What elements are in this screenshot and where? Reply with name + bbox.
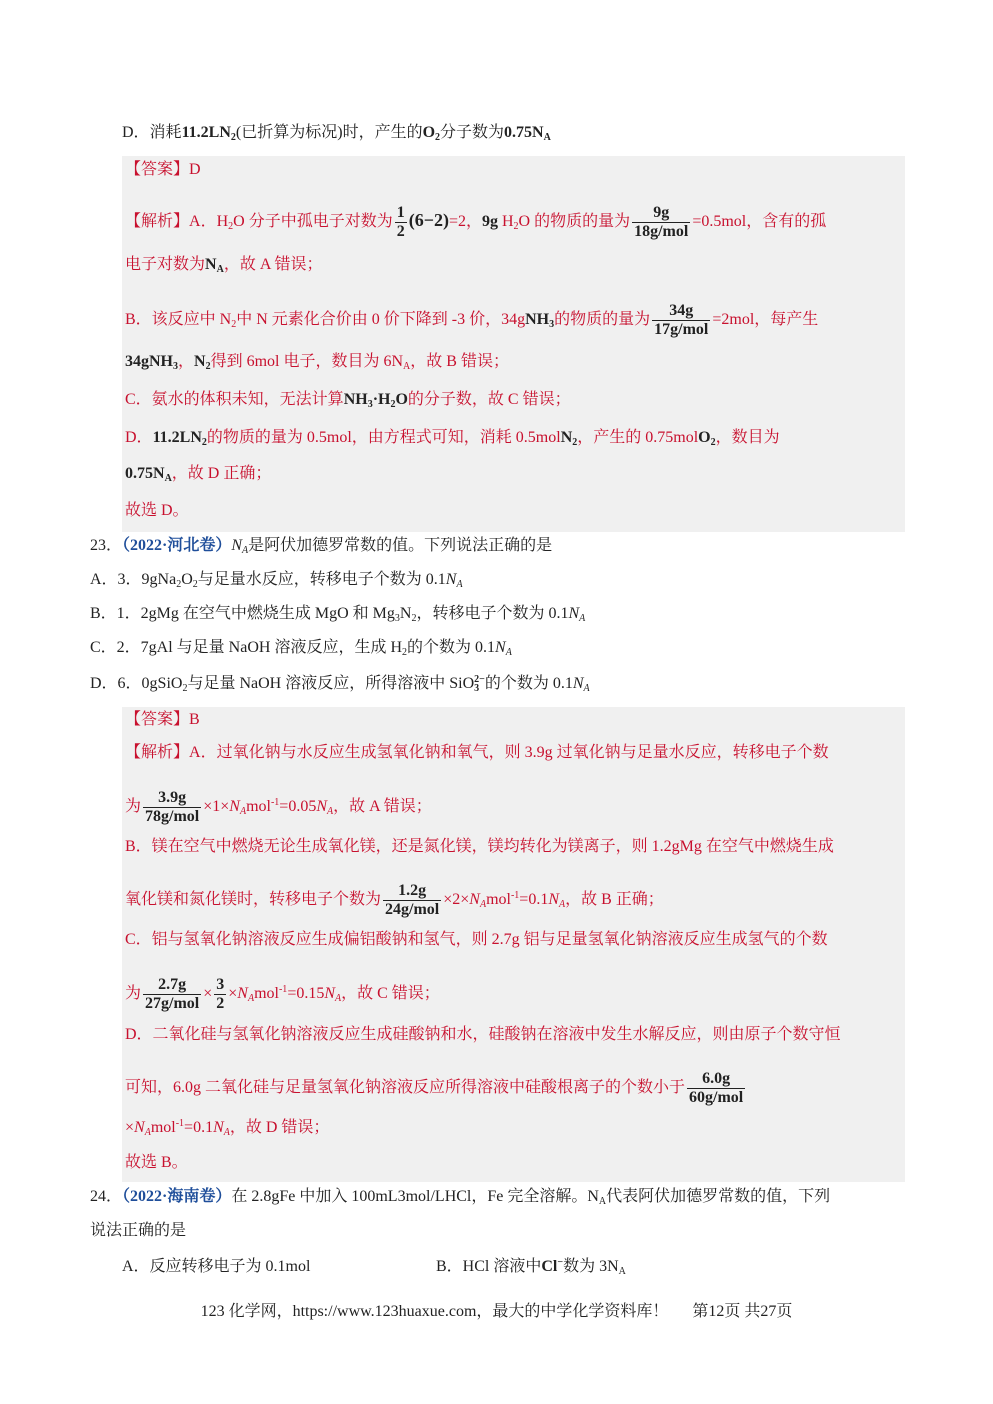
q23-option-d: D．6．0gSiO$_2$与足量 NaOH 溶液反应，所得溶液中 SiO 2− 3 的个数为 $0.1N_A$ [90,674,590,695]
q23-stem: 23．（2022·河北卷）$N_A$是阿伏加德罗常数的值。下列说法正确的是 [90,537,553,556]
q23-option-b: B．1．2gMg 在空气中燃烧生成 MgO 和 $Mg_3N_2$，转移电子个数为 $0.1N_A$ [90,605,586,624]
q24-stem-line2: 说法正确的是 [90,1222,187,1239]
analysis-23-line6: 为 $\frac{2.7g}{\text{27g/mol}}$ × $\frac{3}{2}$ $\times N_Amol^{-1}=0.15N_A$，故 C 错误； [125,976,440,1012]
analysis-23-line1: 【解析】A．过氧化钠与水反应生成氢氧化钠和氧气，则 3.9g 过氧化钠与足量水反应，转移电子个数 [125,744,829,761]
source-tag: （2022·海南卷） [122,1188,232,1205]
analysis-23-line4: 氧化镁和氮化镁时，转移电子个数为 $\frac{1.2g}{\text{24g/mol}}$ $\times 2\times N_Amol^{-1}=0.1N_A$，故 B 正确； [125,882,664,918]
q23-option-c: C．2．7gAl 与足量 NaOH 溶液反应，生成 $H_2$的个数为 $0.1N_A$ [90,639,512,658]
analysis-23-conclusion: 故选 B。 [125,1154,188,1171]
analysis-22-line6: D．$11.2LN_2$的物质的量为 0.5mol，由方程式可知，消耗 0.5molN$_2$，产生的 0.75molO$_2$，数目为 [125,429,780,448]
analysis-22-line3: B．该反应中 $N_2$中 N 元素化合价由 0 价下降到 -3 价，34gNH$_3$的物质的量为 $\frac{34g}{\text{17g/mol}}$ =2mol，每产生 [125,302,819,338]
analysis-22-line7: $0.75N_A$，故 D 正确； [125,465,272,484]
q24-option-b: B．HCl 溶液中Cl−数为 $3N_A$ [436,1257,626,1277]
analysis-23-line2: 为 $\frac{3.9g}{\text{78g/mol}}$ $\times 1\times N_Amol^{-1}=0.05N_A$，故 A 错误； [125,789,432,825]
formula: $11.2LN_2$ [181,124,236,143]
analysis-23-line3: B．镁在空气中燃烧无论生成氧化镁，还是氮化镁，镁均转化为镁离子，则 1.2gMg 在空气中燃烧生成 [125,838,834,855]
source-tag: （2022·河北卷） [122,537,232,554]
analysis-23-line9: $\times N_Amol^{-1}=0.1N_A$，故 D 错误； [125,1118,330,1138]
page-footer [0,1298,993,1321]
analysis-22-line4: 34gNH$_3$，$N_2$得到 6mol 电子，数目为 $6N_A$，故 B 错误； [125,353,509,372]
answer-22: 【答案】D [125,161,201,178]
analysis-22-line1: 【解析】A．$H_2O$ 分子中孤电子对数为 $\frac{1}{2}$ (6−2)=2，9g $H_2O$ 的物质的量为 $\frac{9g}{\text{18g/mol}}$ =0.5mol，含有的孤 [125,204,827,240]
footer-text: 123 化学网，https://www.123huaxue.com，最大的中学化学资料库！ [200,1303,669,1320]
analysis-23-line5: C．铝与氢氧化钠溶液反应生成偏铝酸钠和氢气，则 2.7g 铝与足量氢氧化钠溶液反应生成氢气的个数 [125,931,828,948]
q24-stem-line1: 24．（2022·海南卷）在 2.8gFe 中加入 100mL3mol/LHCl，Fe 完全溶解。$N_A$代表阿伏加德罗常数的值，下列 [90,1188,831,1207]
page-number: 第12页 共27页 [692,1303,793,1320]
q22-option-d: D．消耗$11.2LN_2$(已折算为标况)时，产生的$O_2$分子数为$0.75N_A$ [122,124,551,143]
analysis-23-line7: D．二氧化硅与氢氧化钠溶液反应生成硅酸钠和水，硅酸钠在溶液中发生水解反应，则由原子个数守恒 [125,1026,841,1043]
analysis-22-line5: C．氨水的体积未知，无法计算$NH_3\cdot H_2O$的分子数，故 C 错误； [125,391,571,410]
q23-option-a: A．3．$9gNa_2O_2$与足量水反应，转移电子个数为 $0.1N_A$ [90,571,463,590]
analysis-22-conclusion: 故选 D。 [125,502,189,519]
analysis-22-line2: 电子对数为$N_A$，故 A 错误； [125,256,323,275]
answer-23: 【答案】B [125,711,200,728]
q24-option-a: A．反应转移电子为 0.1mol [122,1258,311,1275]
analysis-23-line8: 可知，6.0g 二氧化硅与足量氢氧化钠溶液反应所得溶液中硅酸根离子的个数小于 $\frac{6.0g}{\text{60g/mol}}$ [125,1070,744,1106]
